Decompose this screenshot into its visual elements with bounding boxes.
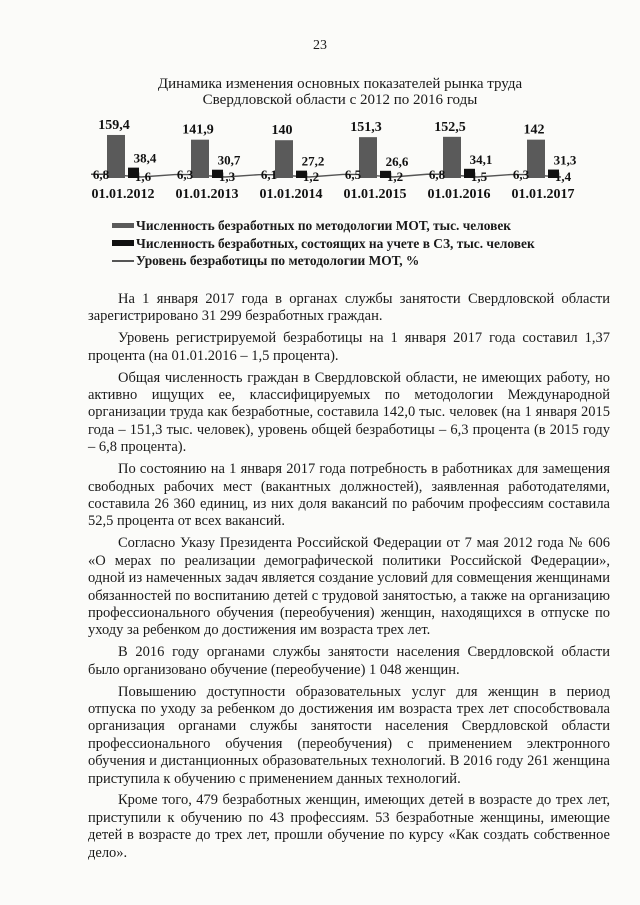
data-label-secondary: 1,2 (386, 169, 404, 184)
bar-mot (107, 135, 125, 178)
legend-label-sz: Численность безработных, состоящих на учете в СЗ, тыс. человек (136, 235, 535, 251)
data-label-mot: 142 (523, 122, 545, 138)
data-label-rate: 6,8 (92, 167, 110, 182)
data-label-mot: 152,5 (434, 119, 466, 135)
paragraph: Повышению доступности образовательных услуг для женщин в период отпуска по уходу за ребенком до достижения им возраста трех лет способствовала организация органами службы занятости населения Свердловской области профессионального обучения (переобучения) с применением электронного обучения и дистанционных образовательных технологий. В 2016 году 261 женщина приступила к обучению с применением данных технологий. (88, 683, 610, 787)
data-label-mot: 151,3 (350, 120, 382, 136)
data-label-rate: 6,1 (260, 167, 278, 182)
data-label-secondary: 1,3 (218, 169, 236, 184)
data-label-secondary: 1,5 (470, 169, 488, 184)
paragraph: Уровень регистрируемой безработицы на 1 января 2017 года составил 1,37 процента (на 01.01.2016 – 1,5 процента). (88, 330, 610, 364)
data-label-mot: 141,9 (182, 122, 214, 138)
data-label-rate: 6,3 (176, 167, 194, 182)
legend-label-mot: Численность безработных по методологии МОТ, тыс. человек (136, 218, 511, 233)
page-number: 23 (313, 38, 327, 53)
data-label-secondary: 1,4 (554, 169, 572, 184)
data-label-rate: 6,5 (344, 167, 362, 182)
data-label-mot: 159,4 (98, 117, 130, 133)
data-label-secondary: 1,2 (302, 169, 320, 184)
data-label-rate: 6,3 (512, 167, 530, 182)
data-label-sz: 38,4 (133, 150, 157, 166)
data-label-sz: 26,6 (385, 153, 409, 169)
legend-swatch-sz (112, 240, 134, 246)
paragraph: Согласно Указу Президента Российской Федерации от 7 мая 2012 года № 606 «О мерах по реализации демографической политики Российской Федерации», одной из намеченных задач является создание условий для совмещения женщинами обязанностей по воспитанию детей с трудовой занятостью, а также на организацию профессионального обучения (переобучения) женщин, находящихся в отпуске по уходу за ребенком до достижения им возраста трех лет. (88, 535, 610, 639)
legend-label-rate: Уровень безработицы по методологии МОТ, % (136, 253, 420, 268)
bar-mot (443, 137, 461, 178)
legend-swatch-mot (112, 223, 134, 228)
legend-item-sz (112, 235, 535, 253)
data-label-mot: 140 (271, 123, 293, 139)
x-tick-label: 01.01.2015 (343, 187, 407, 202)
x-tick-label: 01.01.2017 (511, 187, 575, 202)
chart-title-line: Динамика изменения основных показателей рынка труда (157, 76, 523, 92)
data-label-sz: 27,2 (301, 153, 325, 169)
legend-item-mot (112, 217, 535, 235)
paragraph: На 1 января 2017 года в органах службы занятости Свердловской области зарегистрировано 31 299 безработных граждан. (88, 291, 610, 325)
x-tick-label: 01.01.2013 (175, 187, 239, 202)
data-label-secondary: 1,6 (134, 169, 152, 184)
paragraph: В 2016 году органами службы занятости населения Свердловской области было организовано обучение (переобучение) 1 048 женщин. (88, 644, 610, 678)
data-label-sz: 34,1 (469, 151, 493, 167)
bar-mot (527, 140, 545, 178)
data-label-rate: 6,8 (428, 167, 446, 182)
legend-item-rate (112, 252, 535, 270)
x-tick-label: 01.01.2012 (91, 187, 155, 202)
bar-mot (191, 140, 209, 178)
x-tick-label: 01.01.2016 (427, 187, 491, 202)
bar-mot (359, 137, 377, 178)
chart-title-line: Свердловской области с 2012 по 2016 годы (202, 92, 478, 108)
legend-swatch-rate (112, 260, 134, 262)
data-label-sz: 30,7 (217, 152, 241, 168)
data-label-sz: 31,3 (553, 152, 577, 168)
paragraph: Кроме того, 479 безработных женщин, имеющих детей в возрасте до трех лет, приступили к обучению по 43 профессиям. 53 безработные женщины, имеющие детей в возрасте до трех лет, прошли обучение по курсу «Как создать собственное дело». (88, 792, 610, 861)
body-text (88, 291, 610, 867)
paragraph: Общая численность граждан в Свердловской области, не имеющих работу, но активно ищущих ее, классифицируемых по методологии Международной организации труда как безработные, составила 142,0 тыс. человек (на 1 января 2015 года – 151,3 тыс. человек), уровень общей безработицы – 6,3 процента (в 2015 году – 6,8 процента). (88, 369, 610, 456)
bar-mot (275, 140, 293, 178)
series-line-rate (91, 174, 561, 177)
chart-legend (112, 217, 535, 270)
paragraph: По состоянию на 1 января 2017 года потребность в работниках для замещения свободных рабочих мест (вакантных должностей), заявленная работодателями, составила 26 360 единиц, из них доля вакансий по рабочим профессиям составила 52,5 процента от всех вакансий. (88, 461, 610, 530)
x-tick-label: 01.01.2014 (259, 187, 323, 202)
